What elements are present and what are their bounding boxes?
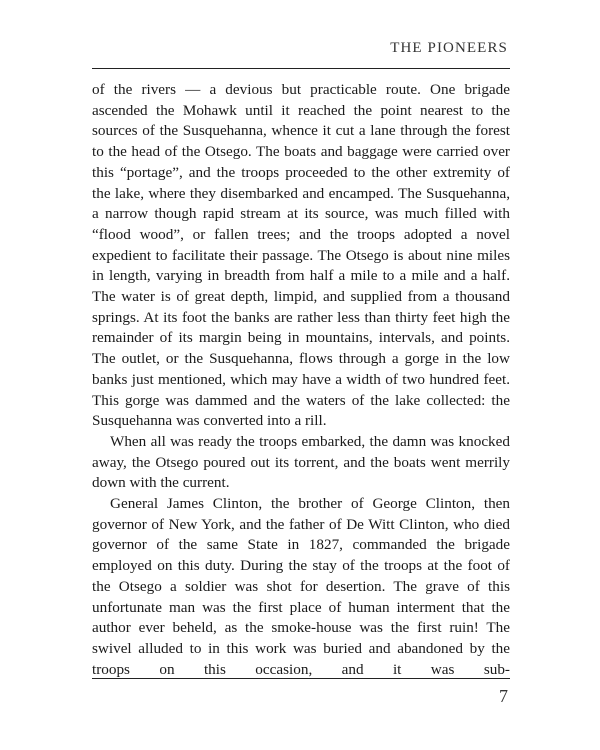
page-number: 7 [499, 686, 508, 706]
running-head-title: THE PIONEERS [390, 40, 508, 56]
header-rule [92, 68, 510, 69]
paragraph-continued: of the rivers — a devious but practicable route. One brigade ascended the Mohawk until it reached the point nearest to the sources of the Susquehanna, whence it cut a lane through the forest to the head of the Otsego. The boats and baggage were carried over this “portage”, and the troops proceeded to the other extremity of the lake, where they disembarked and encamped. The Susquehanna, a narrow though rapid stream at its source, was much filled with “flood wood”, or fallen trees; and the troops adopted a novel expedient to facilitate their passage. The Otsego is about nine miles in length, varying in breadth from half a mile to a mile and a half. The water is of great depth, limpid, and supplied from a thousand springs. At its foot the banks are rather less than thirty feet high the remainder of its margin being in mountains, intervals, and points. The outlet, or the Susquehanna, flows through a gorge in the low banks just mentioned, which may have a width of two hundred feet. This gorge was dammed and the waters of the lake collected: the Susquehanna was converted into a rill. [92, 81, 510, 430]
body-text [92, 80, 510, 680]
footer-rule [92, 678, 510, 679]
paragraph-general-clinton: General James Clinton, the brother of George Clinton, then governor of New York, and the father of De Witt Clinton, who died governor of the same State in 1827, commanded the brigade employed on this duty. During the stay of the troops at the foot of the Otsego a soldier was shot for desertion. The grave of this unfortunate man was the first place of human interment that the author ever beheld, as the smoke-house was the first ruin! The swivel alluded to in this work was buried and abandoned by the troops on this occasion, and it was sub- [92, 495, 510, 678]
paragraph-troops-embarked: When all was ready the troops embarked, the damn was knocked away, the Otsego poured out its torrent, and the boats went merrily down with the current. [92, 432, 510, 492]
